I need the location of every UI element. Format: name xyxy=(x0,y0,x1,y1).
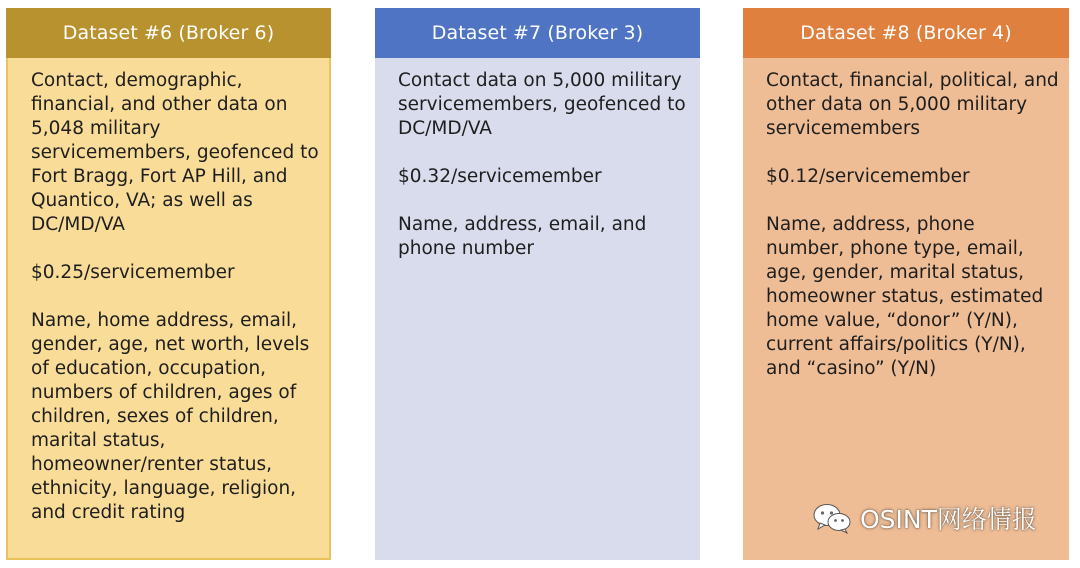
wechat-icon xyxy=(812,502,852,534)
card-body xyxy=(743,58,1069,560)
card-header: Dataset #7 (Broker 3) xyxy=(375,8,700,58)
card-description: Contact data on 5,000 military servicemembers, geofenced to DC/MD/VA xyxy=(398,70,686,139)
card-fields: Name, address, email, and phone number xyxy=(398,214,647,259)
card-header: Dataset #6 (Broker 6) xyxy=(6,8,331,58)
card-description: Contact, financial, political, and other data on 5,000 military servicemembers xyxy=(766,70,1059,139)
card-price: $0.32/servicemember xyxy=(398,166,602,187)
dataset-card-6 xyxy=(6,8,331,560)
watermark-text: OSINT网络情报 xyxy=(860,505,1037,534)
watermark xyxy=(812,500,1037,536)
card-body xyxy=(375,58,700,560)
card-body xyxy=(6,58,331,560)
card-price: $0.25/servicemember xyxy=(31,262,235,283)
dataset-card-7 xyxy=(375,8,700,560)
card-fields: Name, home address, email, gender, age, net worth, levels of education, occupation, numbers of children, ages of children, sexes of children, marital status, homeowner/renter status, ethnicity, language, religion, and credit rating xyxy=(31,310,310,523)
card-price: $0.12/servicemember xyxy=(766,166,970,187)
card-fields: Name, address, phone number, phone type, email, age, gender, marital status, homeowner status, estimated home value, “donor” (Y/N), current affairs/politics (Y/N), and “casino” (Y/N) xyxy=(766,214,1044,379)
dataset-card-8 xyxy=(743,8,1069,560)
card-header: Dataset #8 (Broker 4) xyxy=(743,8,1069,58)
card-description: Contact, demographic, financial, and other data on 5,048 military servicemembers, geofenced to Fort Bragg, Fort AP Hill, and Quantico, VA; as well as DC/MD/VA xyxy=(31,70,319,235)
